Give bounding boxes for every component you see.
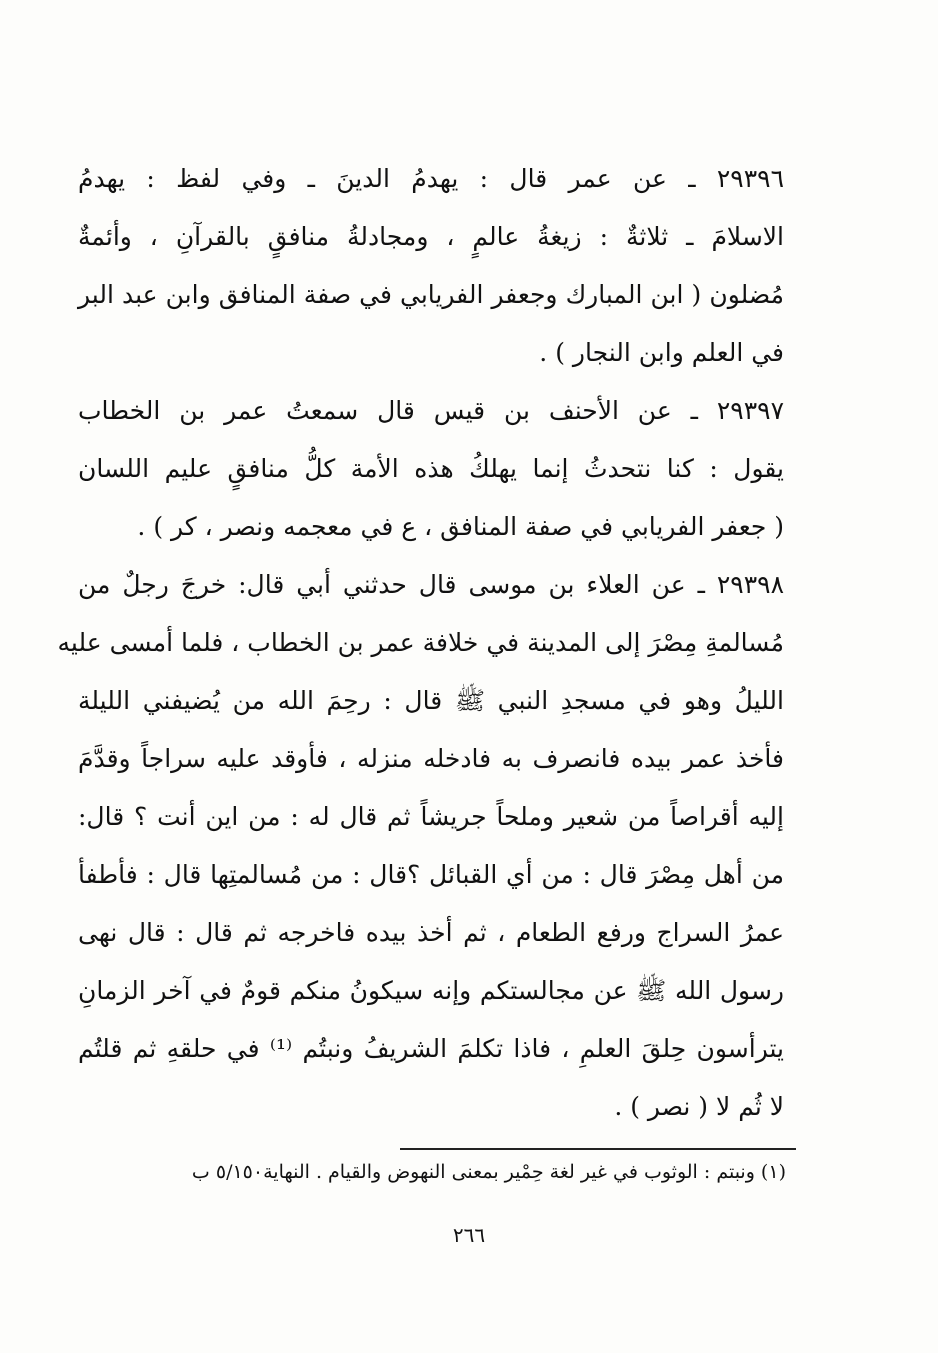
text-line: يترأسون حِلقَ العلمِ ، فاذا تكلمَ الشريفُ ونبتُم ⁽¹⁾ في حلقهِ ثم قلتُم [78, 1034, 784, 1063]
text-line: رسول الله ﷺ عن مجالستكم وإنه سيكونُ منكم قومٌ في آخر الزمانِ [78, 976, 784, 1005]
text-line: ٢٩٣٩٧ ـ عن الأحنف بن قيس قال سمعتُ عمر بن الخطاب [78, 396, 784, 425]
paragraph-29397 [78, 382, 784, 556]
text-line: الاسلامَ ـ ثلاثةٌ : زيغةُ عالمٍ ، ومجادلةُ منافقٍ بالقرآنِ ، وأئمةٌ [78, 222, 784, 251]
text-line: يقول : كنا نتحدثُ إنما يهلكُ هذه الأمة كلُّ منافقٍ عليم اللسان [78, 454, 784, 483]
text-line: ٢٩٣٩٦ ـ عن عمر قال : يهدمُ الدينَ ـ وفي لفظ : يهدمُ [78, 164, 784, 193]
text-line: من أهل مِصْرَ قال : من أي القبائل ؟قال : من مُسالمتِها قال : فأطفأ [78, 860, 784, 889]
footnote: (١) ونبتم : الوثوب في غير لغة حِمْير بمعنى النهوض والقيام . النهاية٥/١٥٠ ب [191, 1161, 786, 1183]
text-line: عمرُ السراج ورفع الطعام ، ثم أخذ بيده فاخرجه ثم قال : قال نهى [78, 918, 784, 947]
paragraph-29398 [57, 556, 784, 1136]
text-line: الليلُ وهو في مسجدِ النبي ﷺ قال : رحِمَ الله من يُضيفني الليلة [78, 686, 784, 715]
text-line: مُسالمةِ مِصْرَ إلى المدينة في خلافة عمر بن الخطاب ، فلما أمسى عليه [57, 628, 784, 657]
text-line: مُضلون ( ابن المبارك وجعفر الفريابي في صفة المنافق وابن عبد البر [78, 280, 784, 309]
text-line: فأخذ عمر بيده فانصرف به فادخله منزله ، فأوقد عليه سراجاً وقدَّمَ [78, 744, 784, 773]
text-line: ٢٩٣٩٨ ـ عن العلاء بن موسى قال حدثني أبي قال: خرجَ رجلٌ من [78, 570, 784, 599]
paragraph-29396 [78, 150, 784, 382]
text-line: إليه أقراصاً من شعير وملحاً جريشاً ثم قال له : من اين أنت ؟ قال: [78, 802, 784, 831]
footnote-divider [400, 1148, 796, 1150]
main-text [57, 150, 784, 1136]
text-line: ( جعفر الفريابي في صفة المنافق ، ع في معجمه ونصر ، كر ) . [137, 512, 784, 541]
text-line: لا ثُم لا ( نصر ) . [614, 1092, 784, 1121]
page-number: ٢٦٦ [452, 1223, 486, 1247]
text-line: في العلم وابن النجار ) . [539, 338, 784, 367]
